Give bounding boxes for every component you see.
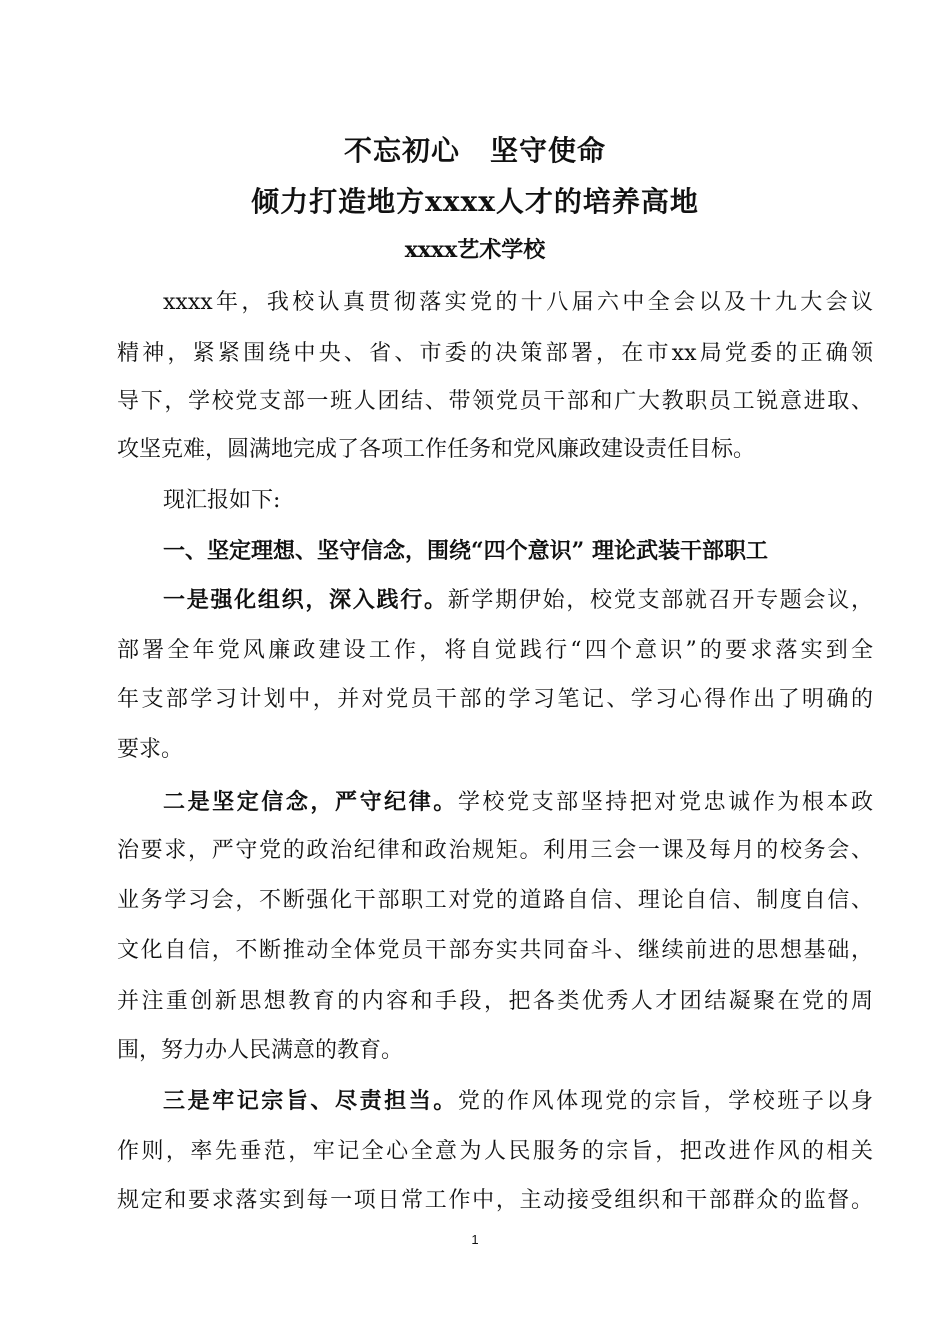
paragraph-line: 规定和要求落实到每一项日常工作中，主动接受组织和干部群众的监督。 — [117, 1188, 873, 1213]
paragraph-line: 作则，率先垂范，牢记全心全意为人民服务的宗旨，把改进作风的相关 — [117, 1139, 873, 1164]
title-part1: 不忘初心 — [343, 134, 460, 167]
paragraph-line: 文化自信，不断推动全体党员干部夯实共同奋斗、继续前进的思想基础， — [117, 938, 873, 963]
organization-name: xxxx艺术学校 — [404, 237, 546, 263]
paragraph-line: 要求。 — [117, 737, 184, 762]
paragraph-line: 围，努力办人民满意的教育。 — [117, 1038, 404, 1063]
paragraph-first-line — [163, 785, 873, 819]
paragraph-lead: 一是强化组织，深入践行。 — [163, 587, 448, 613]
report-intro: 现汇报如下: — [163, 488, 281, 513]
intro-line: 导下，学校党支部一班人团结、带领党员干部和广大教职员工锐意进取、 — [117, 389, 873, 414]
intro-line: 攻坚克难，圆满地完成了各项工作任务和党风廉政建设责任目标。 — [117, 437, 756, 462]
paragraph-first-line — [163, 583, 873, 617]
paragraph-text: 新学期伊始，校党支部就召开专题会议， — [447, 588, 873, 613]
document-title-line1 — [0, 131, 950, 171]
paragraph-line: 年支部学习计划中，并对党员干部的学习笔记、学习心得作出了明确的 — [117, 687, 873, 712]
document-title-line2: 倾力打造地方xxxx人才的培养高地 — [251, 185, 699, 218]
paragraph-lead: 三是牢记宗旨、尽责担当。 — [163, 1088, 458, 1114]
page-number: 1 — [471, 1232, 479, 1247]
title-part2: 坚守使命 — [490, 134, 607, 167]
paragraph-text: 学校党支部坚持把对党忠诚作为根本政 — [457, 790, 873, 815]
intro-line: 精神，紧紧围绕中央、省、市委的决策部署，在市xx局党委的正确领 — [117, 341, 873, 366]
intro-line: xxxx年，我校认真贯彻落实党的十八届六中全会以及十九大会议 — [163, 290, 873, 315]
paragraph-line: 部署全年党风廉政建设工作，将自觉践行“四个意识”的要求落实到全 — [117, 638, 873, 663]
paragraph-lead: 二是坚定信念，严守纪律。 — [163, 789, 458, 815]
paragraph-first-line — [163, 1084, 873, 1118]
paragraph-text: 党的作风体现党的宗旨，学校班子以身 — [457, 1089, 873, 1114]
section-heading: 一、坚定理想、坚守信念，围绕“四个意识” 理论武装干部职工 — [163, 538, 768, 564]
paragraph-line: 并注重创新思想教育的内容和手段，把各类优秀人才团结凝聚在党的周 — [117, 989, 873, 1014]
paragraph-line: 业务学习会，不断强化干部职工对党的道路自信、理论自信、制度自信、 — [117, 888, 873, 913]
paragraph-line: 治要求，严守党的政治纪律和政治规矩。利用三会一课及每月的校务会、 — [117, 838, 873, 863]
